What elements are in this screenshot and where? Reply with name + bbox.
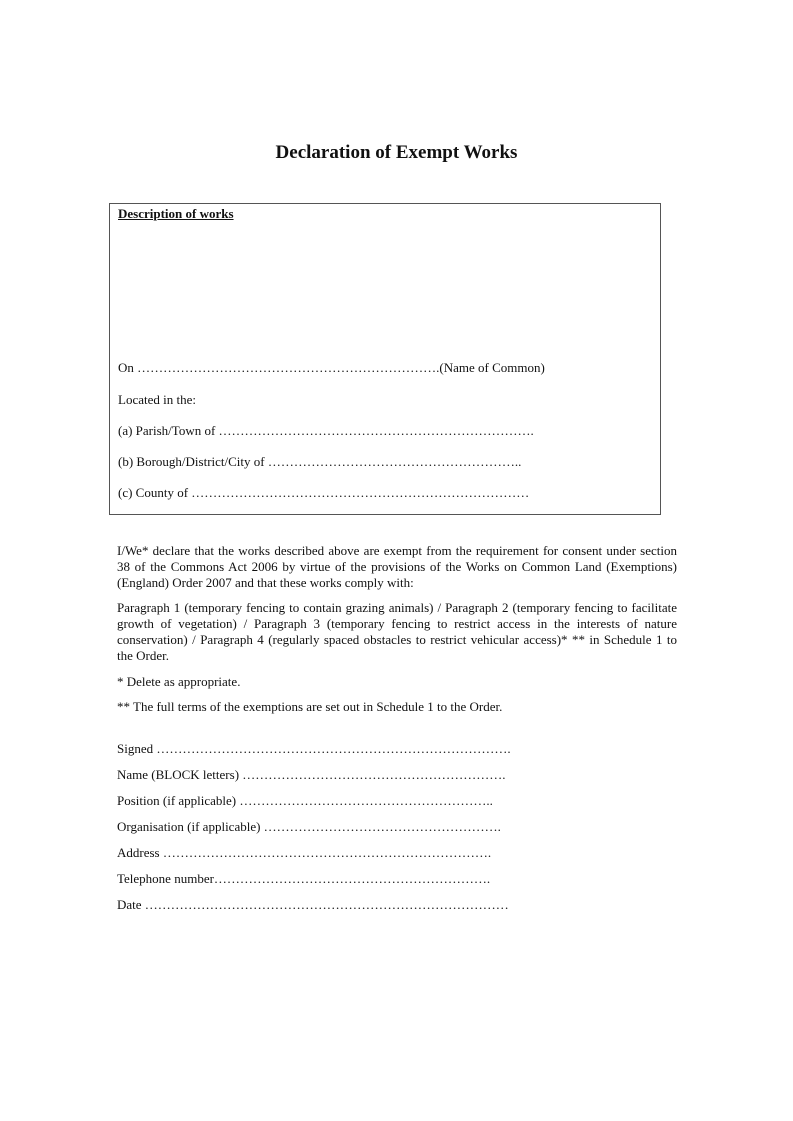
position-field: Position (if applicable) ………………………………………………….. [117, 793, 493, 808]
paragraph-options: Paragraph 1 (temporary fencing to contain grazing animals) / Paragraph 2 (temporary fencing to facilitate growth of vegetation) / Paragraph 3 (temporary fencing to restrict access in the interests of nature conservation) / Paragraph 4 (regularly spaced obstacles to restrict vehicular access)* ** in Schedule 1 to the Order. [117, 600, 677, 663]
date-field: Date ………………………………………………………………………… [117, 897, 509, 912]
description-of-works-box [109, 203, 661, 515]
county-field: (c) County of …………………………………………………………………… [118, 485, 530, 500]
address-field: Address …………………………………………………………………. [117, 845, 492, 860]
parish-field: (a) Parish/Town of ………………………………………………………………. [118, 423, 534, 438]
page-title: Declaration of Exempt Works [275, 142, 518, 163]
description-heading: Description of works [118, 206, 234, 221]
organisation-field: Organisation (if applicable) ………………………………………………. [117, 819, 501, 834]
declaration-paragraph: I/We* declare that the works described above are exempt from the requirement for consent under section 38 of the Commons Act 2006 by virtue of the provisions of the Works on Common Land (Exemptions) (England) Order 2007 and that these works comply with: [117, 543, 677, 590]
schedule-note: ** The full terms of the exemptions are set out in Schedule 1 to the Order. [117, 699, 503, 714]
signed-field: Signed ………………………………………………………………………. [117, 741, 511, 756]
delete-note: * Delete as appropriate. [117, 674, 241, 689]
name-of-common-field: On …………………………………………………………….(Name of Common) [118, 360, 545, 375]
located-in-label: Located in the: [118, 392, 196, 407]
borough-field: (b) Borough/District/City of ………………………………………………….. [118, 454, 522, 469]
telephone-field: Telephone number………………………………………………………. [117, 871, 491, 886]
name-field: Name (BLOCK letters) ……………………………………………………. [117, 767, 506, 782]
